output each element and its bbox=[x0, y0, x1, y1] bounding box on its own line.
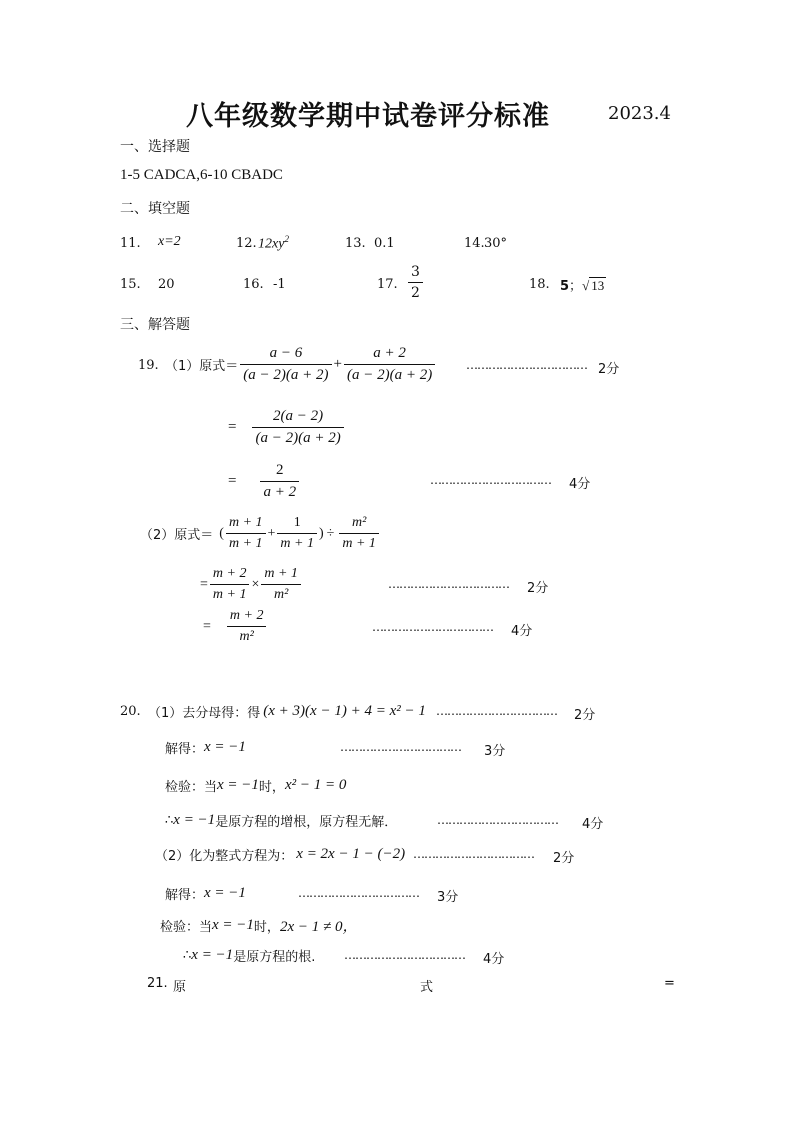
q20-check2-eq: 2x − 1 ≠ 0， bbox=[279, 919, 358, 935]
q20-conclusion-1 bbox=[165, 811, 397, 830]
q20-score-3: 4分 bbox=[582, 817, 604, 832]
q20-check-x: x = −1 bbox=[217, 777, 259, 793]
q19-p2-expression bbox=[140, 515, 381, 552]
q19-label: 19. bbox=[138, 358, 159, 373]
q19-dots-1: …………………………… bbox=[466, 358, 587, 372]
q20-check-eq: x² − 1 = 0 bbox=[284, 777, 347, 793]
q20-solve-2 bbox=[165, 884, 246, 903]
divide-sign: ÷ bbox=[326, 525, 335, 541]
q19-score-1: 2分 bbox=[598, 362, 620, 377]
q19-p2-f2-den: m + 1 bbox=[280, 536, 314, 551]
q19-p2-f2-num: 1 bbox=[293, 515, 301, 530]
equals-sign: = bbox=[228, 473, 237, 489]
q20-solve-eq: x = −1 bbox=[204, 739, 246, 755]
q19-s5-f1-den: m + 1 bbox=[212, 587, 247, 602]
q20-dots-1: …………………………… bbox=[436, 704, 557, 718]
q20-solve-label: 解得： bbox=[165, 742, 205, 757]
q19-p1-f1-den: (a − 2)(a + 2) bbox=[243, 367, 329, 383]
q19-score-4: 4分 bbox=[511, 624, 533, 639]
q19-p1-f1-num: a − 6 bbox=[269, 345, 303, 361]
q20-dots-6: …………………………… bbox=[344, 948, 465, 962]
q19-p1-prefix: （1）原式＝ bbox=[165, 359, 239, 374]
q20-p2-equation: x = 2x − 1 − (−2) bbox=[296, 846, 406, 862]
plus-sign: + bbox=[267, 525, 276, 541]
q20-check-when: 时， bbox=[253, 920, 280, 935]
q19-dots-3: …………………………… bbox=[388, 577, 509, 591]
q20-label: 20. bbox=[120, 704, 141, 719]
q11-answer: x=2 bbox=[158, 234, 181, 249]
q19-p1-f2-num: a + 2 bbox=[373, 345, 406, 361]
q15-label: 15. bbox=[120, 277, 141, 292]
q20-check-x: x = −1 bbox=[212, 917, 254, 933]
q20-p1-line bbox=[148, 702, 426, 721]
q17-denominator: 2 bbox=[411, 285, 420, 301]
q20-check-label: 检验：当 bbox=[160, 920, 213, 935]
q18-answer bbox=[560, 275, 606, 294]
q18-separator: ； bbox=[569, 279, 583, 294]
section-choice-heading: 一、选择题 bbox=[120, 139, 190, 155]
q19-s5-f2-num: m + 1 bbox=[264, 566, 298, 581]
q19-p2-f3-num: m² bbox=[351, 515, 367, 530]
q20-check-1 bbox=[165, 776, 346, 795]
equals-sign: = bbox=[203, 618, 211, 634]
q19-s6-den: m² bbox=[239, 629, 254, 644]
section-fill-heading: 二、填空题 bbox=[120, 201, 190, 217]
therefore-symbol: ∴ bbox=[165, 813, 174, 828]
q19-p2-prefix: （2）原式＝ bbox=[140, 528, 214, 543]
q20-score-4: 2分 bbox=[553, 851, 575, 866]
q20-score-1: 2分 bbox=[574, 708, 596, 723]
q19-score-2: 4分 bbox=[569, 477, 591, 492]
q14-answer: 30° bbox=[484, 236, 508, 251]
q20-score-6: 4分 bbox=[483, 952, 505, 967]
q19-p1-expression bbox=[165, 345, 437, 384]
q20-solve-eq: x = −1 bbox=[204, 885, 246, 901]
open-paren: ( bbox=[219, 525, 224, 541]
q19-p2-f3-den: m + 1 bbox=[342, 536, 376, 551]
section-solve-heading: 三、解答题 bbox=[120, 317, 190, 333]
q20-concl1-text: 是原方程的增根，原方程无解． bbox=[215, 815, 398, 830]
q18-answer-a: 5 bbox=[560, 279, 570, 294]
q19-p1-f2-den: (a − 2)(a + 2) bbox=[346, 367, 433, 383]
q20-dots-2: …………………………… bbox=[340, 740, 461, 754]
equals-sign: = bbox=[200, 576, 208, 592]
q19-p1-step3 bbox=[228, 462, 301, 501]
q18-sqrt-arg: 13 bbox=[591, 278, 605, 293]
q19-dots-4: …………………………… bbox=[372, 620, 493, 634]
q19-p2-step5 bbox=[200, 566, 303, 603]
q18-sqrt-symbol: √ bbox=[582, 278, 590, 293]
q12-answer bbox=[258, 234, 289, 253]
q21-char-2: 式 bbox=[420, 980, 434, 995]
q12-answer-base: 12xy bbox=[258, 236, 285, 252]
plus-sign: + bbox=[333, 356, 342, 372]
q15-answer: 20 bbox=[158, 277, 175, 292]
q12-label: 12. bbox=[236, 236, 257, 251]
q20-concl2-x: x = −1 bbox=[191, 947, 234, 963]
q20-score-5: 3分 bbox=[437, 890, 459, 905]
q21-char-3: = bbox=[664, 976, 675, 991]
q20-concl2-text: 是原方程的根. bbox=[233, 950, 316, 965]
q20-conclusion-2 bbox=[183, 946, 315, 965]
q20-p2-text: （2）化为整式方程为： bbox=[155, 849, 294, 864]
q21-char-1: 原 bbox=[173, 980, 187, 995]
q17-label: 17. bbox=[377, 277, 398, 292]
q20-score-2: 3分 bbox=[484, 744, 506, 759]
therefore-symbol: ∴ bbox=[183, 948, 192, 963]
q19-s5-f1-num: m + 2 bbox=[212, 566, 247, 581]
q20-p2-line bbox=[155, 845, 405, 864]
exam-date: 2023.4 bbox=[608, 103, 671, 124]
q20-solve-label: 解得： bbox=[165, 888, 205, 903]
q19-p1-step2 bbox=[228, 408, 346, 447]
q20-dots-4: …………………………… bbox=[413, 847, 534, 861]
q19-s5-f2-den: m² bbox=[274, 587, 289, 602]
q19-s6-num: m + 2 bbox=[229, 608, 264, 623]
q13-label: 13. bbox=[345, 236, 366, 251]
q19-p2-step6 bbox=[203, 608, 268, 645]
q20-dots-3: …………………………… bbox=[437, 813, 558, 827]
q19-score-3: 2分 bbox=[527, 581, 549, 596]
close-paren: ) bbox=[318, 525, 324, 541]
page-title: 八年级数学期中试卷评分标准 bbox=[186, 101, 550, 132]
q18-label: 18. bbox=[529, 277, 550, 292]
q19-dots-2: …………………………… bbox=[430, 473, 551, 487]
q20-solve-1 bbox=[165, 738, 246, 757]
q20-p1-equation: (x + 3)(x − 1) + 4 = x² − 1 bbox=[263, 703, 426, 719]
q12-answer-exponent: 2 bbox=[284, 234, 289, 244]
q19-p2-f1-num: m + 1 bbox=[228, 515, 263, 530]
q19-s3-den: a + 2 bbox=[263, 484, 297, 500]
q17-answer-fraction bbox=[406, 264, 425, 301]
q11-label: 11. bbox=[120, 236, 141, 251]
q20-check-2 bbox=[160, 915, 357, 936]
equals-sign: = bbox=[228, 419, 237, 435]
choice-answers: 1-5 CADCA,6-10 CBADC bbox=[120, 167, 283, 183]
q19-s2-den: (a − 2)(a + 2) bbox=[255, 430, 341, 446]
q14-label: 14. bbox=[464, 236, 485, 251]
q16-answer: -1 bbox=[273, 277, 286, 292]
q13-answer: 0.1 bbox=[374, 236, 395, 251]
q16-label: 16. bbox=[243, 277, 264, 292]
q19-s3-num: 2 bbox=[276, 462, 284, 478]
times-sign: × bbox=[251, 576, 260, 592]
q19-s2-num: 2(a − 2) bbox=[273, 408, 324, 424]
q21-label: 21. bbox=[147, 976, 168, 991]
q17-numerator: 3 bbox=[411, 264, 420, 280]
q20-dots-5: …………………………… bbox=[298, 886, 419, 900]
q20-p1-text: （1）去分母得：得 bbox=[148, 706, 261, 721]
q20-check-when: 时， bbox=[258, 780, 285, 795]
q20-concl1-x: x = −1 bbox=[173, 812, 216, 828]
q20-check-label: 检验：当 bbox=[165, 780, 218, 795]
q19-p2-f1-den: m + 1 bbox=[228, 536, 263, 551]
